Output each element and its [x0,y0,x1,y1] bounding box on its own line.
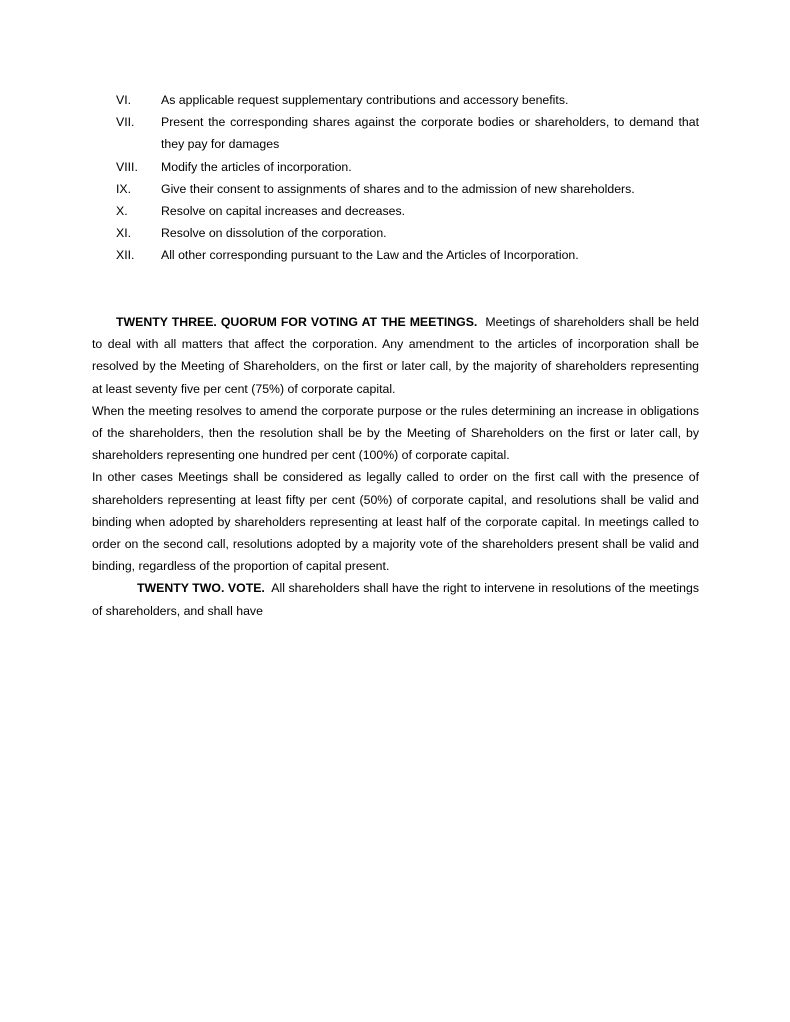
list-item-text: Resolve on capital increases and decreases. [161,204,406,219]
list-numeral: IX. [116,181,132,196]
list-item [92,178,699,200]
articles-body [92,311,699,622]
section-23-paragraph-2 [92,400,699,467]
section-23-text-2: When the meeting resolves to amend the corporate purpose or the rules determining an increase in obligations of the shareholders, then the resolution shall be by the Meeting of Shareholders on the first or later call, by shareholders representing one hundred per cent (100%) of corporate capital. [92,403,699,463]
list-numeral: VI. [116,93,132,107]
list-item-text: As applicable request supplementary contributions and accessory benefits. [161,93,569,107]
powers-list [92,89,699,267]
list-item-text: All other corresponding pursuant to the Law and the Articles of Incorporation. [161,248,579,263]
list-item [92,244,699,266]
list-item [92,89,699,111]
list-item [92,156,699,178]
list-item-text: Resolve on dissolution of the corporation. [161,226,387,241]
section-22-text: All shareholders shall have the right to intervene in resolutions of the meetings of shareholders, and shall have [92,581,699,618]
list-item-text: Present the corresponding shares against the corporate bodies or shareholders, to demand that they pay for damages [161,115,699,152]
list-item-text: Modify the articles of incorporation. [161,159,352,174]
section-22-heading: TWENTY TWO. VOTE. [137,581,265,596]
section-23-text-3: In other cases Meetings shall be considered as legally called to order on the first call with the presence of shareholders representing at least fifty per cent (50%) of corporate capital, and resolutions shall be valid and binding when adopted by shareholders representing at least half of the corporate capital. In meetings called to order on the second call, resolutions adopted by a majority vote of the shareholders present shall be valid and binding, regardless of the proportion of capital present. [92,470,699,574]
list-item-text: Give their consent to assignments of shares and to the admission of new shareholders. [161,181,635,196]
list-item [92,111,699,155]
list-item [92,200,699,222]
section-23-text-1: Meetings of shareholders shall be held to deal with all matters that affect the corporation. Any amendment to the articles of incorporation shall be resolved by the Meeting of Shareholders, on the first or later call, by the majority of shareholders representing at least seventy five per cent (75%) of corporate capital. [92,315,699,396]
list-numeral: XII. [116,248,135,263]
list-item [92,222,699,244]
section-23-heading: TWENTY THREE. QUORUM FOR VOTING AT THE MEETINGS. [116,315,478,329]
list-numeral: XI. [116,226,132,241]
section-23-paragraph-1 [92,311,699,400]
list-numeral: VII. [116,115,135,130]
list-numeral: VIII. [116,159,138,174]
list-numeral: X. [116,204,128,219]
section-23-paragraph-3 [92,466,699,577]
section-22-paragraph [92,577,699,621]
